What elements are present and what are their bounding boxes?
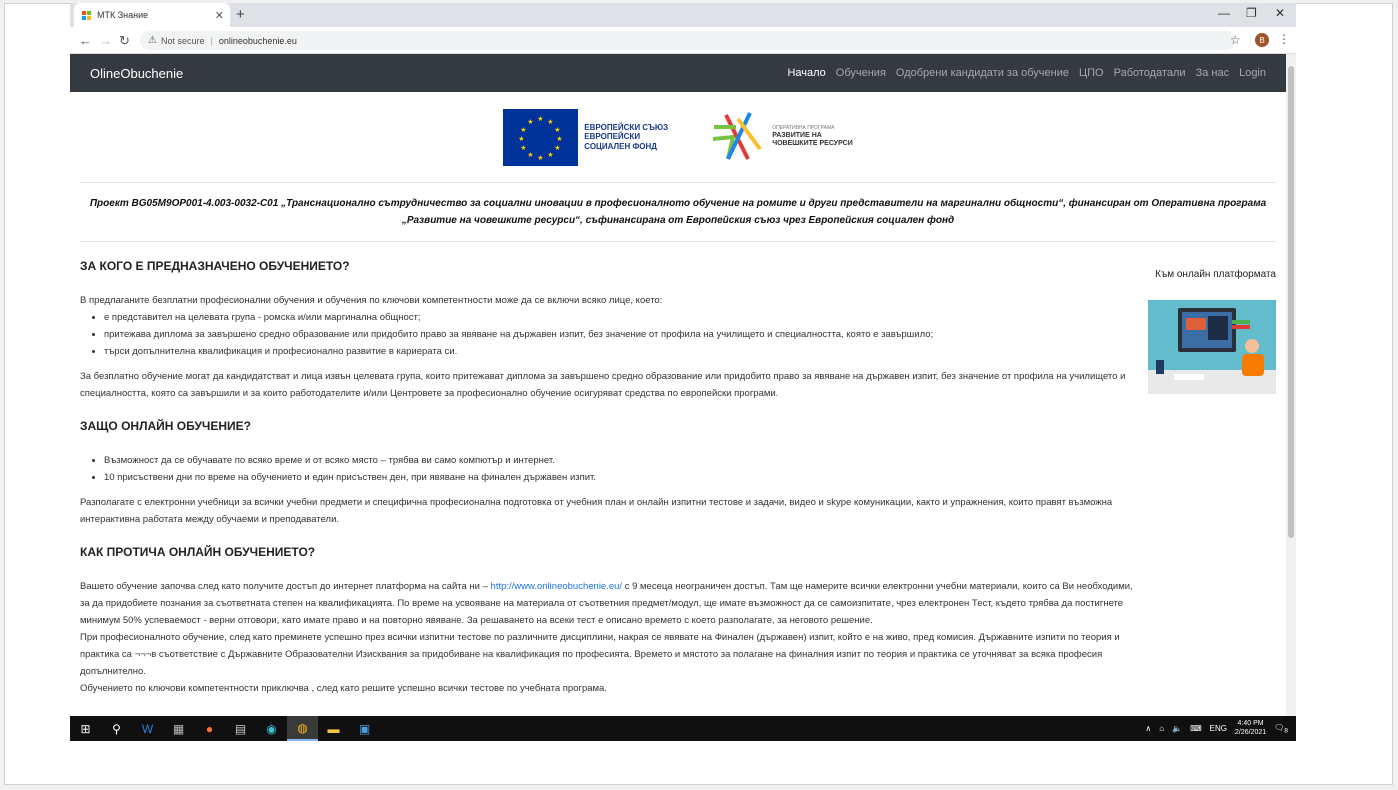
word-icon[interactable]: W xyxy=(141,721,154,736)
warning-icon: ⚠ xyxy=(148,35,157,46)
op-text-line: ЧОВЕШКИТЕ РЕСУРСИ xyxy=(772,139,853,147)
paragraph: Обучението по ключови компетентности приключва , след като решите успешно всички тестове по учебната програма. xyxy=(80,683,607,695)
section-heading: ЗА КОГО Е ПРЕДНАЗНАЧЕНО ОБУЧЕНИЕТО? xyxy=(80,259,350,273)
firefox-icon[interactable]: ● xyxy=(205,721,214,736)
nav-home[interactable]: Начало xyxy=(787,67,826,79)
close-tab-icon[interactable]: ✕ xyxy=(214,10,224,22)
close-window-icon[interactable]: ✕ xyxy=(1275,6,1286,20)
forward-icon[interactable]: → xyxy=(99,33,112,48)
nav-login[interactable]: Login xyxy=(1239,67,1266,79)
browser-tab[interactable] xyxy=(74,3,230,27)
bullet-list xyxy=(80,452,1140,486)
page-scrollbar[interactable] xyxy=(1286,54,1296,716)
list-item: • притежава диплома за завършено средно образование или придобито право за явяване на държавен изпит, без значение от профила на училището и специалността, която е завършило; xyxy=(104,326,1140,343)
profile-avatar[interactable]: B xyxy=(1255,33,1269,47)
main-content xyxy=(70,256,1286,697)
edge-icon[interactable]: ◉ xyxy=(266,721,277,736)
back-icon[interactable]: ← xyxy=(79,33,92,48)
calculator-icon[interactable]: ▦ xyxy=(172,721,185,736)
list-item: • търси допълнителна квалификация и професионално развитие в кариерата си. xyxy=(104,343,1140,360)
volume-icon[interactable]: 🔈 xyxy=(1172,724,1183,733)
bullet-list xyxy=(80,309,1140,360)
section-heading: КАК ПРОТИЧА ОНЛАЙН ОБУЧЕНИЕТО? xyxy=(80,545,316,560)
language-indicator[interactable]: ENG xyxy=(1209,724,1227,733)
op-mark-icon xyxy=(708,109,768,165)
op-logo xyxy=(708,109,853,165)
file-explorer-icon[interactable]: ▬ xyxy=(327,721,340,736)
notification-count: 8 xyxy=(1284,727,1288,735)
site-navbar xyxy=(70,54,1286,92)
tab-strip xyxy=(70,3,1296,27)
reload-icon[interactable]: ↻ xyxy=(119,33,130,48)
nav-approved[interactable]: Одобрени кандидати за обучение xyxy=(895,67,1069,79)
eu-flag-icon: ★ ★ ★ ★ ★ ★ ★ ★ ★ ★ ★ ★ xyxy=(503,109,578,166)
clock-date: 2/26/2021 xyxy=(1234,728,1267,736)
eu-text-line: СОЦИАЛЕН ФОНД xyxy=(584,141,657,151)
nav-employers[interactable]: Работодатали xyxy=(1113,67,1186,79)
photos-icon[interactable]: ▣ xyxy=(358,721,371,736)
text-span: Вашето обучение започва след като получите достъп до интернет платформа на сайта ни – xyxy=(80,580,488,592)
article xyxy=(80,256,1140,697)
chrome-icon[interactable]: ◍ xyxy=(287,716,318,741)
menu-kebab-icon[interactable]: ⋮ xyxy=(1278,32,1290,46)
op-text-line: РАЗВИТИЕ НА xyxy=(772,131,822,139)
paragraph: За безплатно обучение могат да кандидатстват и лица извън целевата група, които притежават диплома за завършено средно образование или придобито право за явяване на държавен изпит, без значение от профила на училището и специалността, която са завършили и за които работодателите и/или Центровете за професионално обучение осигуряват средства по европейски програми. xyxy=(80,370,1126,400)
nav-about[interactable]: За нас xyxy=(1195,67,1230,79)
nav-links xyxy=(787,67,1266,79)
clock-time: 4:40 PM xyxy=(1237,720,1264,728)
scrollbar-thumb[interactable] xyxy=(1288,66,1294,538)
browser-window xyxy=(70,3,1296,741)
site-brand[interactable]: OlineObuchenie xyxy=(90,65,184,81)
windows-start-icon[interactable]: ⊞ xyxy=(80,721,91,736)
eu-text-line: ЕВРОПЕЙСКИ xyxy=(584,132,641,142)
section-intro: В предлаганите безплатни професионални обучения и обучения по ключови компетентности може да се включи всяко лице, което: xyxy=(80,294,663,306)
project-statement: Проект BG05M9OP001-4.003-0032-C01 „Транснационално сътрудничество за социални иновации в професионалното обучение на ромите и други представители на маргинални общности“, финансиран от Оперативна програма „Развитие на човешките ресурси“, съфинансирана от Европейския съюз чрез Европейския социален фонд xyxy=(89,198,1267,226)
network-icon[interactable]: ⌂ xyxy=(1159,724,1165,733)
tab-title: МТК Знание xyxy=(97,10,149,20)
paragraph: При професионалното обучение, след като преминете успешно през всички изпитни тестове по различните дисциплини, накрая се явявате на Финален (държавен) изпит, който е на живо, пред комисия. Държавните изпити по теория и практика са ¬¬¬в съответствие с Държавните Образователни Изисквания за придобиване на квалификация по професията. Времето и мястото за полагане на финалния изпит по теория и практика се уточняват за всяка професия допълнително. xyxy=(80,632,1120,678)
eu-text-line: ЕВРОПЕЙСКИ СЪЮЗ xyxy=(584,123,669,133)
notifications-icon[interactable]: $🗨_8$ xyxy=(1274,722,1288,735)
keyboard-icon[interactable]: ⌨ xyxy=(1190,724,1202,733)
bookmark-star-icon[interactable]: ☆ xyxy=(1230,33,1241,47)
clock[interactable] xyxy=(1235,720,1266,737)
paragraph: Разполагате с електронни учебници за всички учебни предмети и специфична професионална подготовка от учебния план и онлайн изпитни тестове и задачи, видео и skype комуникации, както и упражнения, които правят възможна интерактивна работата между обучаеми и преподаватели. xyxy=(80,496,1113,526)
list-item: • е представител на целевата група - ромска и/или маргинална общност; xyxy=(104,309,1140,326)
op-small-text: ОПЕРАТИВНА ПРОГРАМА xyxy=(772,125,835,132)
list-item: • Възможност да се обучавате по всяко време и от всяко място – трябва ви само компютър и интернет. xyxy=(104,452,1140,469)
search-icon[interactable]: ⚲ xyxy=(112,721,121,736)
list-item: • 10 присъствени дни по време на обучението и един присъствен ден, при явяване на финален държавен изпит. xyxy=(104,469,1140,486)
windows-taskbar xyxy=(70,716,1296,741)
restore-icon[interactable]: ❐ xyxy=(1246,6,1257,20)
platform-link[interactable]: Към онлайн платформата xyxy=(1155,269,1276,280)
paragraph xyxy=(80,578,1140,629)
section-heading: ЗАЩО ОНЛАЙН ОБУЧЕНИЕ? xyxy=(80,419,251,434)
platform-url-link[interactable]: http://www.onlineobuchenie.eu/ xyxy=(490,580,623,592)
eu-logo xyxy=(503,109,668,166)
tray-chevron-icon[interactable]: ∧ xyxy=(1145,724,1152,733)
url-separator: | xyxy=(210,35,213,46)
url-text: onlineobuchenie.eu xyxy=(218,35,297,46)
nav-trainings[interactable]: Обучения xyxy=(835,67,886,79)
url-input[interactable] xyxy=(140,31,1236,50)
page-content xyxy=(70,54,1286,716)
minimize-icon[interactable]: — xyxy=(1218,6,1230,20)
favicon-icon xyxy=(82,11,91,20)
new-tab-icon[interactable]: + xyxy=(236,6,245,23)
not-secure-label: Not secure xyxy=(160,35,205,46)
address-bar xyxy=(70,27,1296,54)
sidebar xyxy=(1148,266,1276,394)
nav-cpo[interactable]: ЦПО xyxy=(1079,67,1104,79)
logos-row xyxy=(70,92,1286,182)
system-tray xyxy=(1145,716,1288,741)
divider xyxy=(80,241,1276,242)
network-app-icon[interactable]: ▤ xyxy=(234,721,247,736)
text-span: с 9 месеца неограничен достъп. Там ще намерите всички електронни учебни материали, които са Ви необходими, за да придобиете познания за съответната степен на квалификацията. По време на усвояване на материала от съответния предмет/модул, ще имате възможност да се самоизпитате, чрез електронен Тест, където трябва да постигнете минимум 50% успеваемост - верни отговори, като имате право и на повторно явяване. За решаването на всеки тест е описано времето с което разполагате, за неговото решение. xyxy=(80,580,1133,626)
online-learning-illustration xyxy=(1148,300,1276,394)
